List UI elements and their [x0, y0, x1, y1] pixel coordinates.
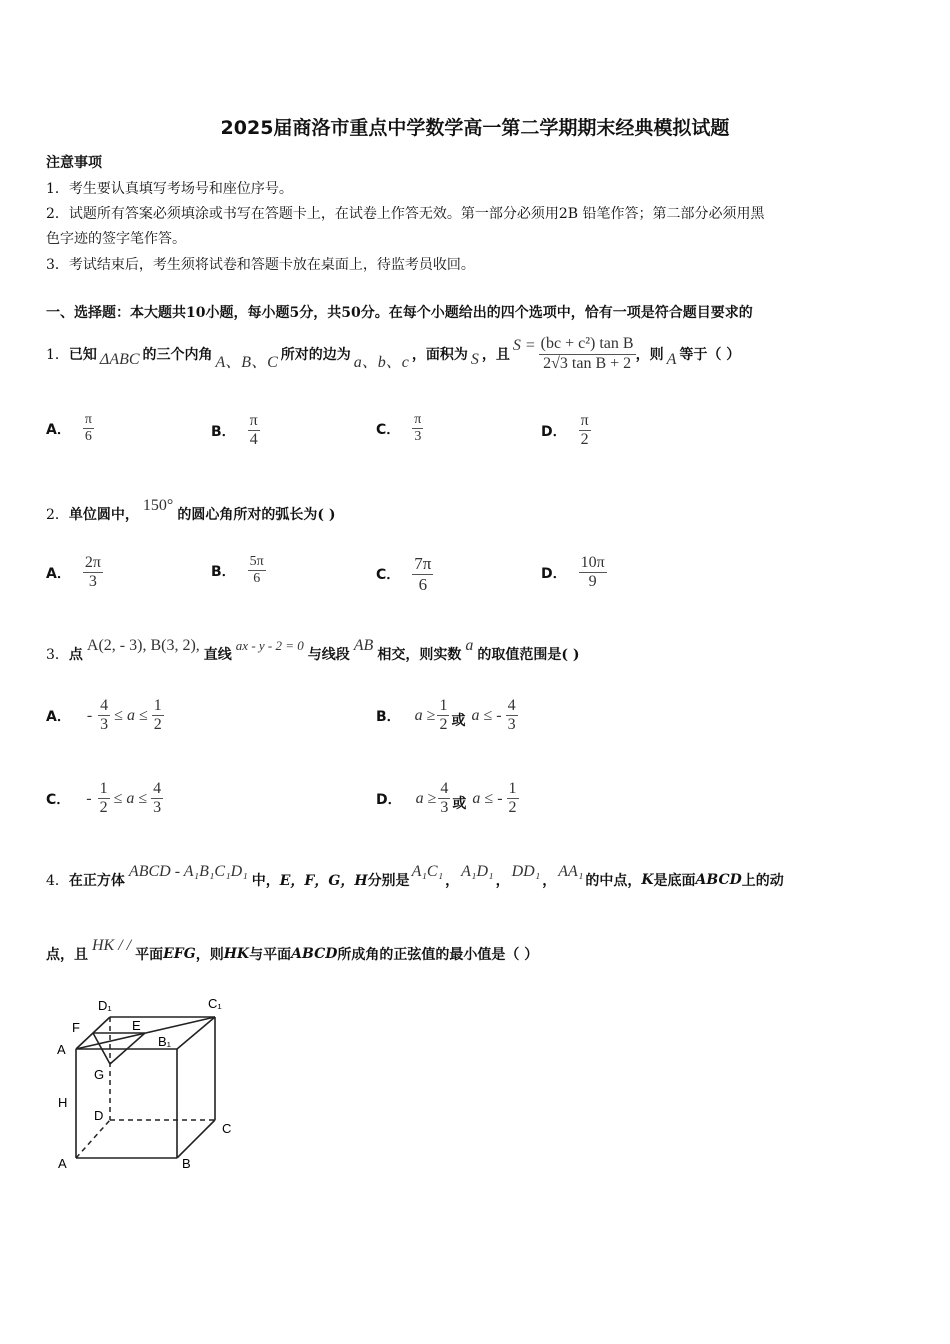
q3-option-b-label: B．	[376, 708, 401, 725]
q3-var: a	[465, 637, 474, 654]
q3-option-a-mid: ≤ a ≤	[114, 706, 148, 724]
q4-line2-text-5: 所成角的正弦值的最小值是（ ）	[337, 947, 539, 963]
q2-option-b-num: 5π	[248, 554, 266, 571]
q2-option-d-value	[579, 554, 607, 592]
q3-option-b-mid: a ≤ -	[471, 706, 502, 724]
q4-efgh: E，F，G，H	[279, 873, 368, 889]
q4-text-6: 上的动	[741, 873, 784, 889]
q2-option-c-value	[412, 554, 433, 594]
q1-text-6: ，则	[635, 347, 664, 363]
q4-abcd-2: ABCD	[291, 946, 338, 962]
q1-option-d-label: D．	[541, 423, 567, 440]
q1-option-a-value	[83, 412, 94, 445]
q1-triangle: ΔABC	[99, 351, 140, 368]
q3-option-d-d1: 3	[440, 799, 449, 817]
q2-option-c	[376, 554, 433, 594]
question-4	[46, 862, 784, 898]
q1-option-b-den: 4	[248, 430, 260, 449]
notice-heading: 注意事项	[46, 155, 102, 171]
q3-option-b-frac1	[437, 697, 449, 735]
label-c1: C₁	[208, 996, 222, 1011]
q1-option-d-num: π	[580, 412, 589, 429]
q1-text-4: ，面积为	[411, 347, 468, 363]
q2-option-a-den: 3	[88, 573, 97, 591]
q3-option-d-d2: 2	[508, 799, 517, 817]
q3-option-c-frac2	[151, 780, 163, 818]
q3-option-c	[46, 780, 163, 818]
q4-sep-3: ，	[542, 873, 557, 889]
q4-hk-parallel: HK / /	[92, 937, 132, 954]
q1-option-c-num: π	[414, 412, 422, 427]
q3-text-2: 直线	[203, 647, 232, 663]
q2-option-a-label: A．	[46, 565, 71, 582]
q4-efg: EFG	[163, 946, 196, 962]
q1-sides: a、b、c	[353, 353, 409, 371]
q3-option-d-mid: a ≤ -	[472, 789, 503, 807]
q1-option-d	[541, 412, 591, 450]
q3-option-d-n2: 1	[507, 780, 519, 799]
q2-option-a-value	[83, 554, 103, 592]
q3-option-d	[376, 780, 519, 818]
question-3	[46, 636, 579, 672]
edge-b-c	[177, 1120, 215, 1158]
q2-angle: 150°	[142, 497, 174, 514]
q3-text-3: 与线段	[307, 647, 350, 663]
q1-text-2: 的三个内角	[142, 347, 213, 363]
q4-line2-text-3: ，则	[195, 947, 224, 963]
q3-option-a-d2: 2	[153, 716, 162, 734]
q4-line2-text-1: 点，且	[46, 947, 88, 963]
q3-option-c-n1: 1	[98, 780, 110, 799]
q3-line: ax - y - 2 = 0	[235, 638, 304, 653]
question-4-line-2	[46, 936, 538, 972]
q2-option-c-den: 6	[418, 574, 428, 594]
q3-option-c-frac1	[98, 780, 110, 818]
q2-option-a-num: 2π	[83, 554, 103, 573]
q1-angles: A、B、C	[215, 353, 278, 371]
q3-points: A(2, - 3), B(3, 2),	[86, 637, 200, 654]
q4-midpoint-4: AA₁	[558, 863, 584, 880]
q3-option-d-frac1	[438, 780, 450, 818]
q1-option-c-value	[412, 412, 423, 445]
q4-line2-text-2: 平面	[135, 947, 164, 963]
q1-option-b-value	[248, 412, 260, 450]
q1-option-a-num: π	[84, 412, 92, 427]
q3-option-d-or: 或	[452, 795, 467, 812]
q1-option-c	[376, 412, 423, 445]
q4-midpoint-3: DD₁	[511, 863, 541, 880]
q3-text-4: 相交，则实数	[377, 647, 462, 663]
q3-option-c-d1: 2	[99, 799, 108, 817]
q3-option-a	[46, 697, 164, 735]
label-a: A	[58, 1156, 67, 1171]
q2-option-c-num: 7π	[414, 554, 432, 573]
q2-option-b-value	[248, 554, 266, 587]
q3-segment: AB	[353, 637, 374, 654]
q2-text-2: 的圆心角所对的弧长为( )	[177, 507, 336, 523]
q4-sep-2: ，	[495, 873, 510, 889]
label-b1: B₁	[158, 1034, 172, 1049]
q1-text-5: ，且	[481, 347, 510, 363]
q3-option-b	[376, 697, 518, 735]
q1-formula-num: (bc + c²) tan B	[539, 335, 636, 354]
label-g: G	[94, 1067, 105, 1082]
q3-number: 3．	[46, 647, 69, 663]
q3-option-b-or: 或	[451, 712, 466, 729]
q1-option-c-den: 3	[412, 428, 423, 445]
q3-option-a-frac1	[98, 697, 110, 735]
notice-item-2-cont: 色字迹的签字笔作答。	[46, 231, 186, 247]
question-2	[46, 496, 335, 532]
q2-option-a	[46, 554, 103, 592]
q3-text-5: 的取值范围是( )	[477, 647, 580, 663]
notice-item-3: 3．考试结束后，考生须将试卷和答题卡放在桌面上，待监考员收回。	[46, 257, 475, 273]
q4-midpoint-1: A₁C₁	[411, 863, 444, 880]
q3-text-1: 点	[68, 647, 83, 663]
q2-option-d-num: 10π	[579, 554, 607, 573]
q1-option-b-label: B．	[211, 423, 236, 440]
label-b: B	[182, 1156, 191, 1171]
label-f: F	[72, 1020, 80, 1035]
q3-option-d-label: D．	[376, 791, 402, 808]
q3-option-c-d2: 3	[153, 799, 162, 817]
q3-option-d-n1: 4	[438, 780, 450, 799]
q3-option-c-n2: 4	[151, 780, 163, 799]
q3-option-a-pre: -	[86, 706, 93, 724]
q1-text-3: 所对的边为	[280, 347, 351, 363]
notice-item-1: 1．考生要认真填写考场号和座位序号。	[46, 181, 293, 197]
label-d: D	[94, 1108, 104, 1123]
q3-option-b-d1: 2	[439, 716, 448, 734]
q1-option-d-value	[579, 412, 591, 450]
q1-text-7: 等于（ ）	[679, 347, 741, 363]
label-a1: A	[57, 1042, 66, 1057]
q4-abcd: ABCD	[695, 872, 742, 888]
section-heading: 一、选择题：本大题共10小题，每小题5分，共50分。在每个小题给出的四个选项中，恰有一项是符合题目要求的	[46, 305, 753, 321]
q2-option-b-label: B．	[211, 563, 236, 580]
q2-option-c-label: C．	[376, 567, 401, 584]
q1-text-1: 已知	[68, 347, 97, 363]
q2-text-1: 单位圆中，	[68, 507, 139, 523]
q1-option-a-label: A．	[46, 421, 71, 438]
q1-option-a-den: 6	[83, 428, 94, 445]
q1-formula-lhs: S =	[512, 337, 536, 354]
q4-hk: HK	[223, 946, 250, 962]
q3-option-a-n1: 4	[98, 697, 110, 716]
q1-option-d-den: 2	[579, 430, 591, 449]
label-h: H	[58, 1095, 68, 1110]
q4-text-3: 分别是	[367, 873, 410, 889]
q1-option-c-label: C．	[376, 421, 401, 438]
q3-option-a-frac2	[152, 697, 164, 735]
q1-var: A	[666, 351, 677, 368]
q1-area: S	[470, 351, 479, 368]
q4-sep-1: ，	[445, 873, 460, 889]
q4-text-5: 是底面	[653, 873, 696, 889]
q4-text-2: 中，	[251, 873, 280, 889]
q3-option-c-mid: ≤ a ≤	[113, 789, 148, 807]
label-c: C	[222, 1121, 232, 1136]
q2-number: 2．	[46, 507, 69, 523]
q4-text-1: 在正方体	[68, 873, 125, 889]
question-1	[46, 328, 740, 380]
q3-option-a-label: A．	[46, 708, 71, 725]
q1-number: 1．	[46, 347, 69, 363]
q2-option-d-label: D．	[541, 565, 567, 582]
q2-option-b-den: 6	[253, 571, 261, 587]
q4-cube: ABCD - A₁B₁C₁D₁	[128, 863, 248, 880]
q4-k: K	[641, 872, 654, 888]
q3-option-b-frac2	[506, 697, 518, 735]
q3-option-a-d1: 3	[100, 716, 109, 734]
q3-option-d-frac2	[507, 780, 519, 818]
q3-option-c-label: C．	[46, 791, 71, 808]
q4-line2-text-4: 与平面	[249, 947, 292, 963]
q1-option-b	[211, 412, 260, 450]
notice-item-2: 2．试题所有答案必须填涂或书写在答题卡上，在试卷上作答无效。第一部分必须用2B 铅笔作答；第二部分必须用黑	[46, 206, 765, 222]
q2-option-d-den: 9	[588, 573, 597, 591]
q4-midpoint-2: A₁D₁	[461, 863, 494, 880]
q1-option-b-num: π	[249, 412, 258, 429]
edge-a-d-hidden	[76, 1120, 110, 1158]
q2-option-b	[211, 554, 266, 587]
q4-number: 4．	[46, 873, 69, 889]
cube-figure	[50, 992, 250, 1177]
q3-option-b-n2: 4	[506, 697, 518, 716]
q3-option-b-pre: a ≥	[414, 706, 436, 724]
q4-text-4: 的中点，	[585, 873, 642, 889]
q3-option-b-d2: 3	[507, 716, 516, 734]
q3-option-b-n1: 1	[437, 697, 449, 716]
q1-formula	[539, 335, 636, 373]
q1-formula-den: 2√3 tan B + 2	[543, 354, 632, 372]
q3-option-a-n2: 1	[152, 697, 164, 716]
q1-option-a	[46, 412, 94, 445]
q2-option-d	[541, 554, 607, 592]
q3-option-c-pre: -	[86, 789, 92, 807]
label-d1: D₁	[98, 998, 112, 1013]
label-e: E	[132, 1018, 141, 1033]
page-title: 2025届商洛市重点中学数学高一第二学期期末经典模拟试题	[220, 117, 730, 139]
q3-option-d-pre: a ≥	[415, 789, 437, 807]
